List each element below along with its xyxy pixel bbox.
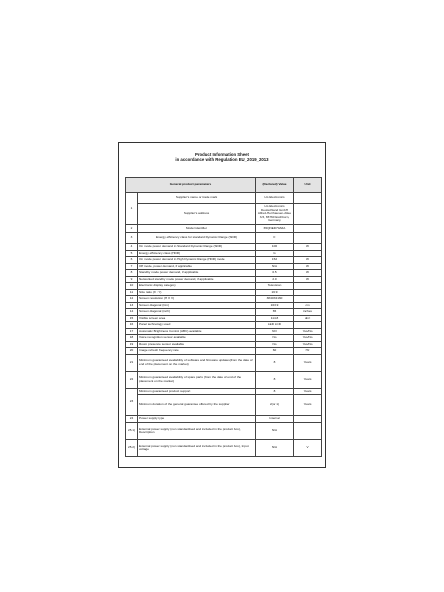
- row-value: 8: [256, 388, 294, 395]
- row-value: N/A: [256, 263, 294, 270]
- row-value: 16:9: [256, 289, 294, 296]
- row-parameter: External power supply (non standardised and included in the product box), Description: [138, 423, 256, 440]
- sheet-title: [119, 152, 325, 162]
- row-parameter: Image refresh frequency rate: [138, 348, 256, 355]
- row-unit: Years: [294, 371, 322, 388]
- row-unit: cm: [294, 302, 322, 309]
- row-unit: Hz: [294, 348, 322, 355]
- row-number: 16: [126, 322, 138, 329]
- table-row: [126, 395, 322, 416]
- row-value: LED LCD: [256, 322, 294, 329]
- row-number: 18: [126, 335, 138, 342]
- row-value: 100: [256, 244, 294, 251]
- row-number: 5: [126, 250, 138, 257]
- product-information-sheet: [118, 142, 326, 468]
- row-parameter: Electronic display category: [138, 283, 256, 290]
- header-parameters: General product parameters: [126, 178, 256, 193]
- row-unit: W: [294, 276, 322, 283]
- row-value: 65QNED70A6A: [256, 225, 294, 233]
- row-parameter: On mode power demand in Standard Dynamic Range (SDR): [138, 244, 256, 251]
- row-parameter: Panel technology used: [138, 322, 256, 329]
- sheet-title-line2: in accordance with Regulation EU_2019_2013: [175, 157, 269, 162]
- row-unit: Years: [294, 388, 322, 395]
- row-number: 1: [126, 193, 138, 225]
- row-unit: [294, 193, 322, 204]
- table-row: [126, 371, 322, 388]
- row-number: 22: [126, 371, 138, 388]
- row-unit: [294, 225, 322, 233]
- table-row: [126, 423, 322, 440]
- product-parameters-table: [125, 177, 322, 457]
- row-number: 19: [126, 341, 138, 348]
- row-parameter: Energy efficiency class for standard Dynamic Range (SDR): [138, 233, 256, 244]
- row-unit: V: [294, 440, 322, 457]
- table-row: [126, 233, 322, 244]
- row-number: 25.1): [126, 423, 138, 440]
- row-unit: Years: [294, 354, 322, 371]
- row-value: 60: [256, 348, 294, 355]
- row-parameter: Screen diagonal (inch): [138, 309, 256, 316]
- row-parameter: On mode power demand in High Dynamic Range (HDR) mode: [138, 257, 256, 264]
- row-number: 8: [126, 270, 138, 277]
- row-unit: Yes/No: [294, 341, 322, 348]
- header-unit: Unit: [294, 178, 322, 193]
- row-parameter: Off mode, power demand, if applicable: [138, 263, 256, 270]
- row-parameter: Supplier's name or trade mark: [138, 193, 256, 204]
- table-header-row: [126, 178, 322, 193]
- row-parameter: Model identifier: [138, 225, 256, 233]
- row-value: 114.8: [256, 315, 294, 322]
- header-declared-value: (Declared) Value: [256, 178, 294, 193]
- row-number: 24: [126, 416, 138, 423]
- row-unit: W: [294, 263, 322, 270]
- row-value: NO: [256, 328, 294, 335]
- row-number: 13: [126, 302, 138, 309]
- row-unit: W: [294, 270, 322, 277]
- row-parameter: Supplier's address: [138, 204, 256, 225]
- row-parameter: Power supply type: [138, 416, 256, 423]
- row-value: 152: [256, 257, 294, 264]
- row-unit: Yes/No: [294, 335, 322, 342]
- row-number: 23: [126, 388, 138, 416]
- row-value: 0.5: [256, 270, 294, 277]
- row-value: 2(or 1): [256, 395, 294, 416]
- row-number: 25.2): [126, 440, 138, 457]
- row-value: No: [256, 335, 294, 342]
- row-value: LG Electronics: [256, 193, 294, 204]
- row-number: 4: [126, 244, 138, 251]
- row-unit: [294, 204, 322, 225]
- table-row: [126, 440, 322, 457]
- row-number: 7: [126, 263, 138, 270]
- row-number: 6: [126, 257, 138, 264]
- row-parameter: Minimum duration of the general guarantee offered by the supplier: [138, 395, 256, 416]
- row-unit: Years: [294, 395, 322, 416]
- row-value: G: [256, 250, 294, 257]
- row-value: 65: [256, 309, 294, 316]
- table-row: [126, 193, 322, 204]
- row-unit: inches: [294, 309, 322, 316]
- row-value: LG Electronics Deutschland GmbH Alfred-Herrhausen-Allee 3-5, 65760 Eschborn, Germany: [256, 204, 294, 225]
- row-parameter: Screen resolution (H X V): [138, 296, 256, 303]
- row-number: 12: [126, 296, 138, 303]
- row-value: N/A: [256, 423, 294, 440]
- row-unit: [294, 416, 322, 423]
- row-parameter: Screen diagonal (Cm): [138, 302, 256, 309]
- row-number: 14: [126, 309, 138, 316]
- row-unit: [294, 233, 322, 244]
- row-value: 3840X2160: [256, 296, 294, 303]
- row-value: Internal: [256, 416, 294, 423]
- row-number: 17: [126, 328, 138, 335]
- table-row: [126, 416, 322, 423]
- row-parameter: Visible screen area: [138, 315, 256, 322]
- row-unit: [294, 423, 322, 440]
- row-unit: Yes/No: [294, 328, 322, 335]
- row-value: 2.0: [256, 276, 294, 283]
- row-value: N/A: [256, 440, 294, 457]
- row-unit: W: [294, 244, 322, 251]
- row-value: 163.9: [256, 302, 294, 309]
- sheet-title-line1: Product Information Sheet: [195, 152, 249, 157]
- row-parameter: Room presence sensor available: [138, 341, 256, 348]
- row-number: 10: [126, 283, 138, 290]
- row-value: Television: [256, 283, 294, 290]
- table-row: [126, 204, 322, 225]
- row-number: 15: [126, 315, 138, 322]
- row-number: 11: [126, 289, 138, 296]
- row-parameter: Size ratio (X : Y): [138, 289, 256, 296]
- row-number: 9: [126, 276, 138, 283]
- row-parameter: Voice recognition sensor available: [138, 335, 256, 342]
- row-number: 20: [126, 348, 138, 355]
- row-number: 21: [126, 354, 138, 371]
- row-parameter: Energy efficiency class (HDR): [138, 250, 256, 257]
- row-unit: W: [294, 257, 322, 264]
- row-parameter: Minimum guaranteed availability of spare parts (from the date of end of the placement on the market): [138, 371, 256, 388]
- row-parameter: Networked standby mode power demand, if applicable: [138, 276, 256, 283]
- row-number: 3: [126, 233, 138, 244]
- table-row: [126, 354, 322, 371]
- table-row: [126, 225, 322, 233]
- row-parameter: Minimum guaranteed availability of software and firmware updates(from the date of end of the placement on the market): [138, 354, 256, 371]
- row-value: No: [256, 341, 294, 348]
- row-unit: dm²: [294, 315, 322, 322]
- row-parameter: Automatic Brightness Control (ABC) available: [138, 328, 256, 335]
- row-parameter: External power supply (non standardised and included in the product box), Input voltage: [138, 440, 256, 457]
- row-parameter: Standby mode power demand, if applicable: [138, 270, 256, 277]
- row-value: 8: [256, 354, 294, 371]
- row-parameter: Minimum guaranteed product support: [138, 388, 256, 395]
- row-number: 2: [126, 225, 138, 233]
- row-value: 8: [256, 371, 294, 388]
- row-value: F: [256, 233, 294, 244]
